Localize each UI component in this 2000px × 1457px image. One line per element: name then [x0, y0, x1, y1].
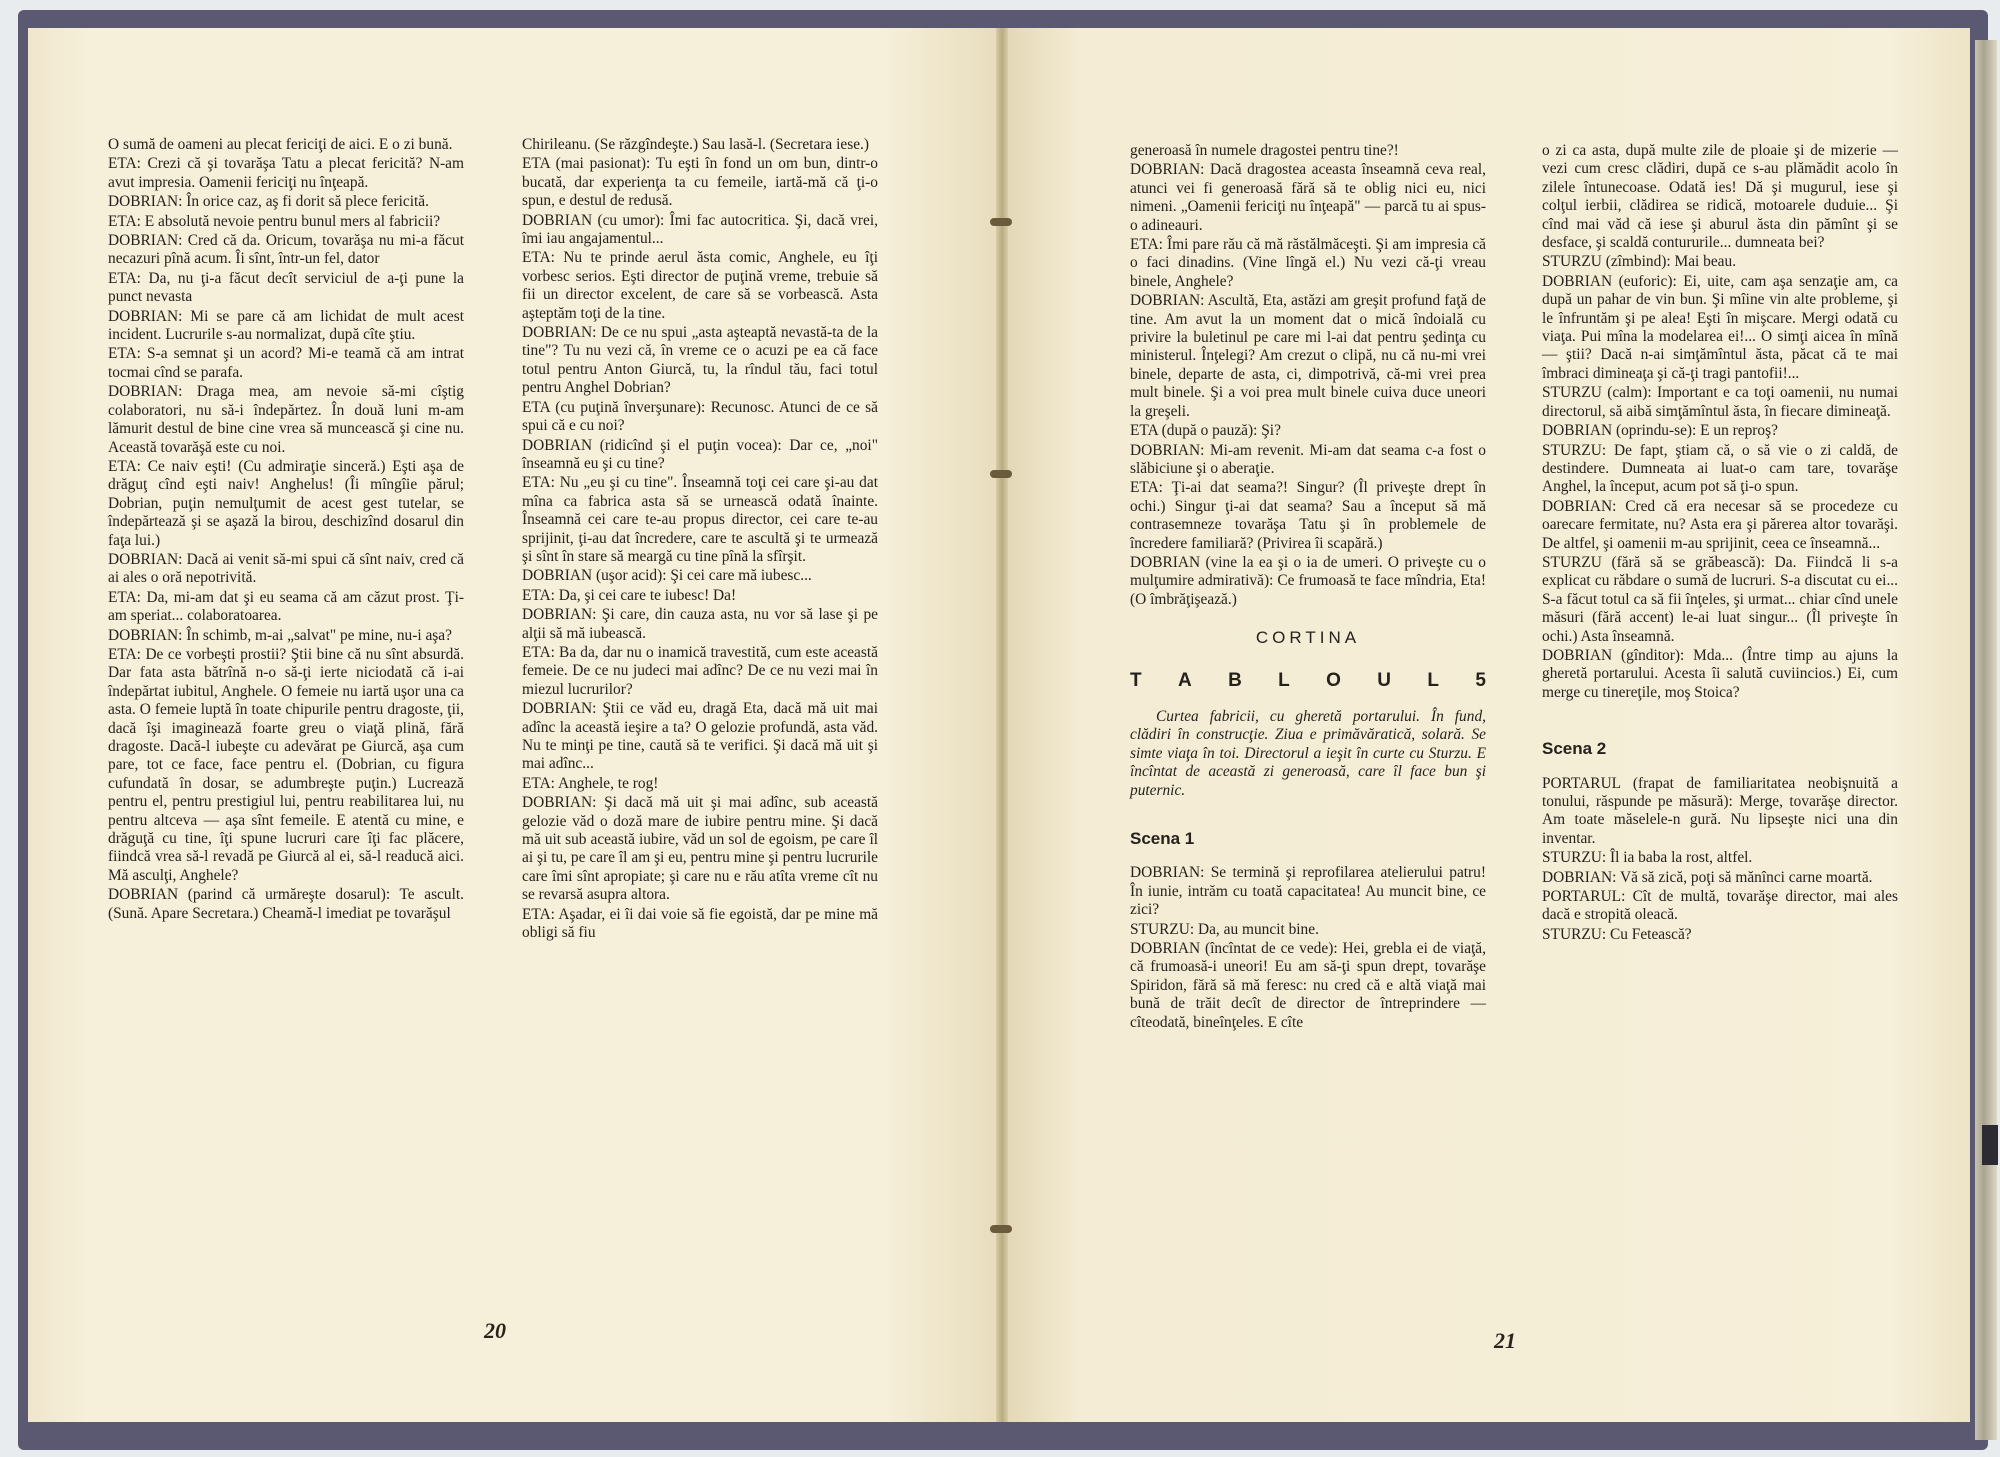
dialogue-paragraph: DOBRIAN: În schimb, m-ai „salvat" pe mine, nu-i aşa? — [108, 626, 452, 644]
dialogue-paragraph: DOBRIAN: Mi-am revenit. Mi-am dat seama c-a fost o slăbiciune şi o aberaţie. — [1130, 441, 1486, 477]
scene-1-heading: Scena 1 — [1130, 829, 1195, 848]
dialogue-paragraph: DOBRIAN (parind că urmăreşte dosarul): Te ascult. (Sună. Apare Secretara.) Cheamă-l imediat pe tovarăşul — [108, 886, 464, 922]
dialogue-paragraph: ETA: Da, nu ţi-a făcut decît serviciul de a-ţi pune la punct nevasta — [108, 269, 464, 306]
dialogue-block — [1130, 864, 1486, 1032]
tablou-letter: A — [1177, 669, 1192, 691]
tablou-heading — [1130, 669, 1486, 691]
dialogue-paragraph: ETA: Nu te prinde aerul ăsta comic, Anghele, eu îţi vorbesc serios. Eşti director de puţină vreme, trebuie să fii un director excelent, de care să se vorbească. Asta aşteptăm toţi de la tine. — [522, 249, 878, 322]
dialogue-paragraph: generoasă în numele dragostei pentru tine?! — [1130, 142, 1399, 159]
tablou-letter: L — [1278, 669, 1290, 691]
dialogue-paragraph: STURZU (fără să se grăbească): Da. Fiindcă li s-a explicat cu răbdare o sumă de lucruri. S-a discutat cu ei... S-a făcut totul ca să fii înţeles, şi urmat... chiar cînd unele măsuri (fără accent) le-ai luat singur... (Îl priveşte în ochi.) Asta înseamnă. — [1542, 553, 1898, 645]
page-number-right: 21 — [1494, 1328, 1516, 1353]
page-number-left: 20 — [484, 1318, 506, 1343]
dialogue-paragraph: ETA: Crezi că şi tovarăşa Tatu a plecat fericită? N-am avut impresia. Oamenii fericiţi nu înţeapă. — [108, 155, 464, 191]
dialogue-paragraph: DOBRIAN: Şi dacă mă uit şi mai adînc, sub această gelozie văd o doză mare de iubire pentru mine. Şi dacă mă uit sub această iubire, văd un sol de egoism, pe care îl ai şi tu, pe care îl am şi eu, pentru mine şi pentru lucrurile care îmi sînt apropiate; şi care nu e rău atîta vreme cît nu se revarsă asupra altora. — [522, 794, 878, 904]
scene-2-heading: Scena 2 — [1542, 739, 1607, 759]
dialogue-paragraph: ETA: Ţi-ai dat seama?! Singur? (Îl priveşte drept în ochi.) Singur ţi-ai dat seama? Sau a început să mă contrasemneze tovarăşa Tatu şi în problemele de încredere familiară? (Privirea îi scapără.) — [1130, 479, 1486, 552]
dialogue-block — [1130, 142, 1486, 609]
dialogue-block — [1542, 142, 1898, 702]
dialogue-paragraph: ETA: De ce vorbeşti prostii? Ştii bine că nu sînt absurdă. Dar fata asta bătrînă n-o să-ţi ierte niciodată că i-ai îndepărtat iubitul, Anghele. O femeie nu iartă uşor una ca asta. O femeie luptă în toate chipurile pentru dragoste, ţii, dacă îşi imaginează foarte greu o viaţă plină, fără dragoste. Dacă-l iubeşte cu adevărat pe Giurcă, aşa cum pare, tot ce face, face pentru el. (Dobrian, cu figura cufundată în dosar, se adumbreşte puţin.) Lucrează pentru el, pentru prestigiul lui, pentru reabilitarea lui, nu pentru altceva — aşa sînt femeile. E atentă cu mine, e drăguţă cu tine, îţi spune lucruri care îţi fac plăcere, fiindcă vrea să-l revadă pe Giurcă al ei, să-l readucă aici. Mă asculţi, Anghele? — [108, 645, 464, 884]
dialogue-paragraph: DOBRIAN (cu umor): Îmi fac autocritica. Şi, dacă vrei, îmi iau angajamentul... — [522, 211, 878, 248]
dialogue-paragraph: STURZU: Îl ia baba la rost, altfel. — [1542, 849, 1753, 867]
dialogue-paragraph: DOBRIAN (oprindu-se): E un reproş? — [1542, 422, 1778, 440]
dialogue-paragraph: o zi ca asta, după multe zile de ploaie şi de mizerie — vezi cum cresc clădiri, după ce s-au plămădit acolo în zilele întunecoase. Odată ies! Dă şi mugurul, iese şi colţul ierbii, clădirea se ridică, motoarele duduie... Şi cînd mai văd că iese şi aburul ăsta din pămînt şi se desface, şi scaldă contururile... dumneata bei? — [1542, 142, 1898, 252]
dialogue-paragraph: DOBRIAN: Draga mea, am nevoie să-mi cîştig colaboratori, nu să-i îndepărtez. În două luni m-am lămurit destul de bine cine vrea să muncească şi cine nu. Această tovarăşă este cu noi. — [108, 383, 464, 456]
cortina-heading: CORTINA — [1255, 628, 1361, 648]
dialogue-paragraph: DOBRIAN (uşor acid): Şi cei care mă iubesc... — [522, 567, 812, 585]
stage-direction: Curtea fabricii, cu gheretă portarului. În fund, clădiri în construcţie. Ziua e primăvăratică, solară. Se simte viaţa în toi. Directorul a ieşit în curte cu Sturzu. E încîntat de această zi generoasă, care îl face bun şi puternic. — [1130, 707, 1486, 799]
dialogue-block — [1542, 775, 1898, 945]
dialogue-paragraph: ETA: Da, mi-am dat şi eu seama că am căzut prost. Ţi-am speriat... colaboratoarea. — [108, 588, 464, 625]
dialogue-paragraph: ETA: Aşadar, ei îi dai voie să fie egoistă, dar pe mine mă obligi să fiu — [522, 905, 878, 942]
dialogue-paragraph: DOBRIAN: Ascultă, Eta, astăzi am greşit profund faţă de tine. Am avut la un moment dat o mică îndoială cu privire la buletinul pe care mi l-ai dat pentru şedinţa cu ministerul. Înţelegi? Am crezut o clipă, nu că nu-mi vrei binele, departe de asta, ci, dimpotrivă, că-mi vrei prea mult binele. Şi a voi prea mult binele cuiva duce uneori la greşeli. — [1130, 292, 1486, 420]
dialogue-paragraph: DOBRIAN: Vă să zică, poţi să mănînci carne moartă. — [1542, 868, 1873, 886]
tablou-letter: 5 — [1475, 669, 1486, 691]
dialogue-paragraph: ETA: Îmi pare rău că mă răstălmăceşti. Şi am impresia că o faci dinadins. (Vine lîngă el.) Nu vezi că-ţi vreau binele, Anghele? — [1130, 236, 1486, 290]
dialogue-paragraph: DOBRIAN: În orice caz, aş fi dorit să plece fericită. — [108, 193, 429, 211]
dialogue-paragraph: DOBRIAN: Cred că era necesar să se procedeze cu oarecare fermitate, nu? Asta era şi părerea altor tovarăşi. De altfel, şi oamenii m-au sprijinit, ceea ce înseamnă... — [1542, 497, 1898, 552]
dialogue-paragraph: ETA: E absolută nevoie pentru bunul mers al fabricii? — [108, 212, 441, 230]
dialogue-paragraph: DOBRIAN (vine la ea şi o ia de umeri. O priveşte cu o mulţumire admirativă): Ce frumoasă te face mîndria, Eta! (O îmbrăţişează.) — [1130, 553, 1486, 608]
left-page-column-2 — [522, 136, 878, 943]
dialogue-paragraph: DOBRIAN (gînditor): Mda... (Între timp au ajuns la gheretă portarului. Acesta îi salută cuviincios.) Ei, cum merge cu tinereţile, moş Stoica? — [1542, 646, 1898, 701]
dialogue-paragraph: DOBRIAN: Se termină şi reprofilarea atelierului patru! În iunie, intrăm cu toată capacitatea! Au muncit bine, ce zici? — [1130, 864, 1486, 919]
right-page-column-1 — [1130, 142, 1486, 1033]
right-page-column-2 — [1542, 142, 1898, 945]
dialogue-paragraph: ETA: Anghele, te rog! — [522, 774, 659, 792]
dialogue-paragraph: ETA: S-a semnat şi un acord? Mi-e teamă că am intrat tocmai cînd se parafa. — [108, 345, 464, 381]
tablou-letter: B — [1228, 669, 1242, 691]
dialogue-paragraph: DOBRIAN (ridicînd şi el puţin vocea): Dar ce, „noi" înseamnă eu şi cu tine? — [522, 436, 878, 472]
dialogue-paragraph: DOBRIAN: Mi se pare că am lichidat de mult acest incident. Lucrurile s-au normalizat, după cîte ştiu. — [108, 307, 464, 344]
dialogue-paragraph: DOBRIAN: Şi care, din cauza asta, nu vor să lase şi pe alţii să mă iubească. — [522, 606, 878, 642]
dialogue-paragraph: STURZU: De fapt, ştiam că, o să vie o zi caldă, de destindere. Dumneata ai luat-o cam tare, tovarăşe Anghel, la început, acum pot să ţi-o spun. — [1542, 441, 1898, 496]
dialogue-paragraph: ETA: Nu „eu şi cu tine". Înseamnă toţi cei care şi-au dat mîna ca fabrica asta să se urnească odată înainte. Înseamnă cei care te-au propus director, cei care te-au sprijinit, ţi-au dat încredere, care te ascultă şi te urmează şi sînt în stare să meargă cu tine pînă la sfîrşit. — [522, 474, 878, 565]
book-spine — [996, 28, 1008, 1422]
dialogue-paragraph: DOBRIAN: Ştii ce văd eu, dragă Eta, dacă mă uit mai adînc la această ieşire a ta? O gelozie profundă, asta văd. Nu te minţi pe tine, caută să te verifici. Şi dacă mă uit şi mai adînc... — [522, 700, 878, 773]
dialogue-paragraph: ETA: Da, şi cei care te iubesc! Da! — [522, 586, 737, 604]
dialogue-paragraph: O sumă de oameni au plecat fericiţi de aici. E o zi bună. — [108, 136, 453, 153]
dialogue-paragraph: STURZU (calm): Important e ca toţi oamenii, nu numai directorul, să aibă simţămîntul ăsta, în fiecare dimineaţă. — [1542, 384, 1898, 420]
dialogue-paragraph: PORTARUL: Cît de multă, tovarăşe director, mai ales dacă e stropită oleacă. — [1542, 888, 1898, 924]
dialogue-paragraph: STURZU: Cu Fetească? — [1542, 925, 1692, 943]
dialogue-paragraph: ETA: Ce naiv eşti! (Cu admiraţie sinceră.) Eşti aşa de drăguţ cînd eşti naiv! Anghelus! (Îi mîngîie părul; Dobrian, puţin nemulţumit de acest gest tutelar, se îndepărtează şi se aşază la birou, deschizînd dosarul din faţa lui.) — [108, 457, 464, 549]
page-edges — [1975, 40, 1997, 1440]
dialogue-paragraph: ETA (mai pasionat): Tu eşti în fond un om bun, dintr-o bucată, dar experienţa ta cu femeile, iartă-mă că ţi-o spun, e destul de redusă. — [522, 155, 878, 210]
dialogue-paragraph: ETA (după o pauză): Şi? — [1130, 422, 1281, 440]
dialogue-paragraph: DOBRIAN (euforic): Ei, uite, cam aşa senzaţie am, ca după un pahar de vin bun. Şi mîine vin alte probleme, şi le înfruntăm şi pe alea! Eşti în mişcare. Mergi odată cu viaţa. Pui mîna la modelarea ei!... O simţi aicea în mînă — ştii? Dacă n-ai simţămîntul ăsta, păcat că te mai îmbraci dimineaţa şi că-ţi tragi pantofii!... — [1542, 272, 1898, 382]
binding-stitch — [990, 218, 1012, 226]
dialogue-paragraph: DOBRIAN: De ce nu spui „asta aşteaptă nevastă-ta de la tine"? Tu nu vezi că, în vreme ce o acuzi pe ea că face totul pentru Anton Giurcă, tu, la rîndul tău, faci totul pentru Anghel Dobrian? — [522, 324, 878, 397]
tablou-letter: U — [1377, 669, 1391, 691]
dialogue-paragraph: STURZU (zîmbind): Mai beau. — [1542, 253, 1737, 271]
left-page-column-1 — [108, 136, 464, 924]
dialogue-paragraph: ETA: Ba da, dar nu o inamică travestită, cum este această femeie. De ce nu judeci mai adînc? De ce nu vezi mai în miezul lucrurilor? — [522, 643, 878, 698]
tablou-letter: O — [1326, 669, 1341, 691]
dialogue-paragraph: DOBRIAN: Cred că da. Oricum, tovarăşa nu mi-a făcut necazuri pînă acum. Îi sînt, într-un fel, dator — [108, 232, 464, 268]
dialogue-paragraph: Chirileanu. (Se răzgîndeşte.) Sau lasă-l. (Secretara iese.) — [522, 136, 869, 153]
dialogue-paragraph: PORTARUL (frapat de familiaritatea neobişnuită a tonului, răspunde pe măsură): Merge, tovarăşe director. Am toate măselele-n gură. Nu lipseşte nici una din inventar. — [1542, 774, 1898, 847]
dialogue-paragraph: DOBRIAN: Dacă ai venit să-mi spui că sînt naiv, cred că ai ales o oră nepotrivită. — [108, 550, 464, 587]
dialogue-paragraph: DOBRIAN: Dacă dragostea aceasta înseamnă ceva real, atunci vei fi generoasă fără să te oblig nici eu, nici nimeni. „Oamenii fericiţi nu înţeapă" — parcă tu ai spus-o adineauri. — [1130, 161, 1486, 234]
dialogue-paragraph: DOBRIAN (încîntat de ce vede): Hei, grebla ei de viaţă, că frumoasă-i uneori! Eu am să-ţi spun drept, tovarăşe Spiridon, fără să mă feresc: nu cred că e altă viaţă mai bună de trăit decît de director de întreprindere — cîteodată, bineînţeles. E cîte — [1130, 940, 1486, 1031]
dialogue-paragraph: STURZU: Da, au muncit bine. — [1130, 920, 1319, 938]
dialogue-paragraph: ETA (cu puţină înverşunare): Recunosc. Atunci de ce să spui că e cu noi? — [522, 398, 878, 435]
tablou-letter: T — [1130, 669, 1142, 691]
page-edge-tab — [1982, 1125, 1998, 1165]
binding-stitch — [990, 470, 1012, 478]
binding-stitch — [990, 1225, 1012, 1233]
tablou-letter: L — [1427, 669, 1439, 691]
